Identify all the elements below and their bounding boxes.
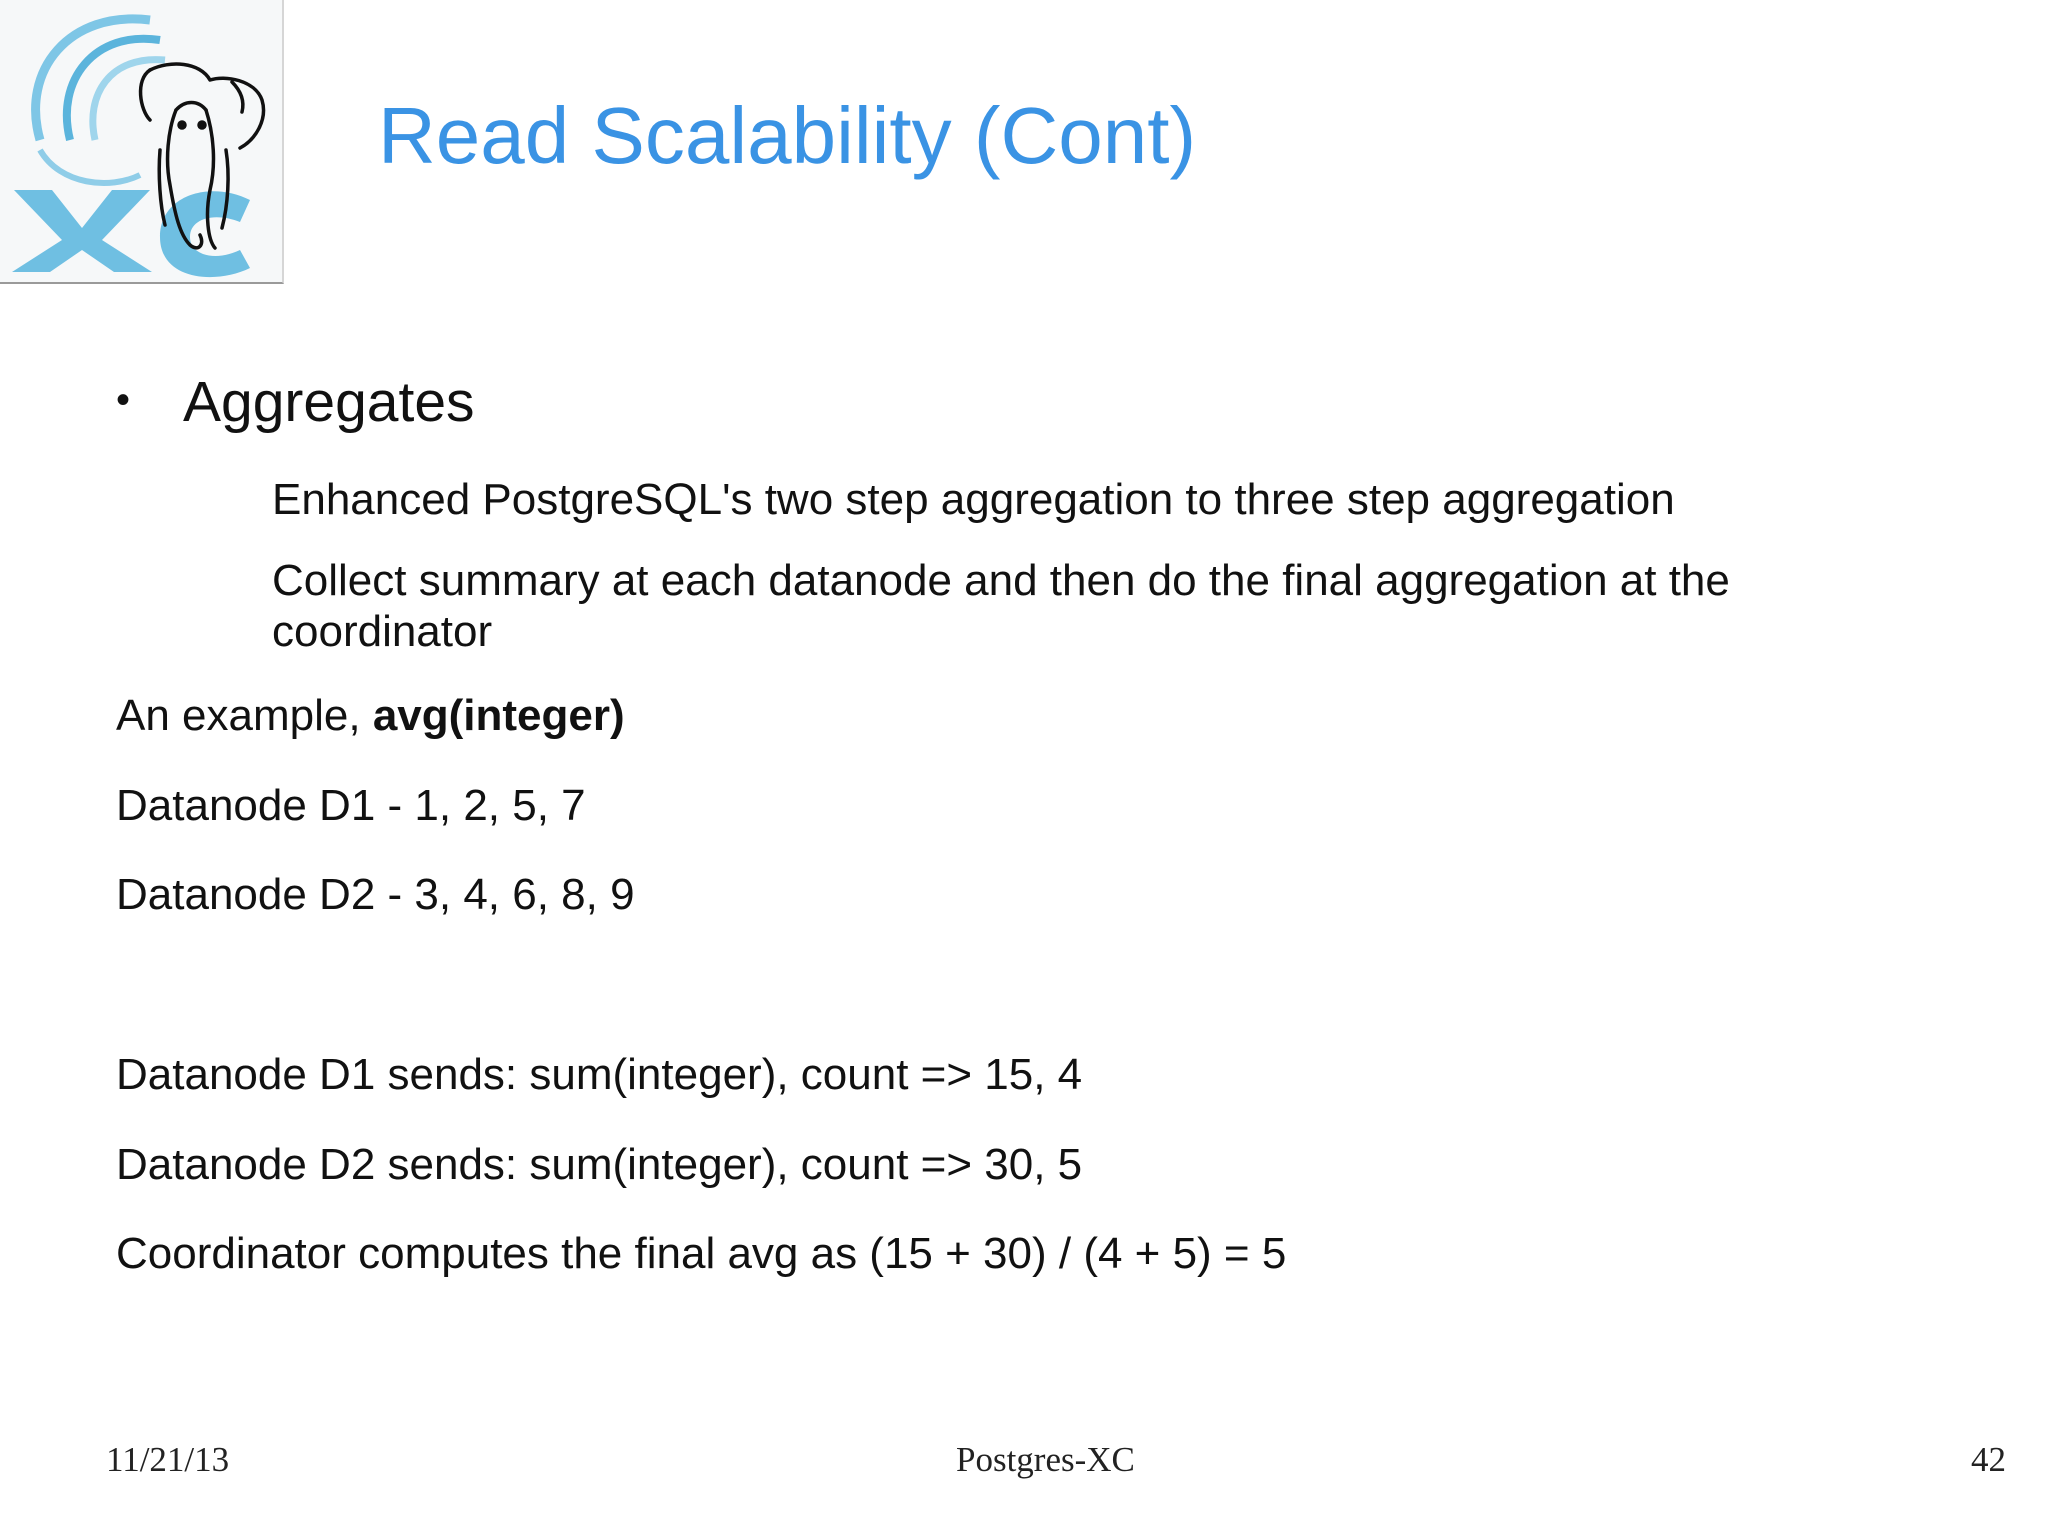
footer-date: 11/21/13 — [106, 1440, 230, 1479]
example-function: avg(integer) — [372, 691, 625, 740]
datanode-d2-values: Datanode D2 - 3, 4, 6, 8, 9 — [116, 870, 635, 919]
datanode-d1-sends: Datanode D1 sends: sum(integer), count => 15, 4 — [116, 1050, 1083, 1099]
slide-title: Read Scalability (Cont) — [378, 91, 1197, 180]
datanode-d1-values: Datanode D1 - 1, 2, 5, 7 — [116, 781, 586, 830]
example-line — [116, 690, 625, 742]
coordinator-computes: Coordinator computes the final avg as (15 + 30) / (4 + 5) = 5 — [116, 1229, 1287, 1278]
subpoint-collect-summary: Collect summary at each datanode and then do the final aggregation at the — [272, 556, 1730, 605]
postgres-xc-logo — [0, 0, 284, 284]
datanode-d2-sends: Datanode D2 sends: sum(integer), count => 30, 5 — [116, 1140, 1083, 1189]
elephant-logo-icon — [0, 0, 284, 284]
bullet-icon: • — [116, 378, 131, 422]
subpoint-enhanced-aggregation: Enhanced PostgreSQL's two step aggregation to three step aggregation — [272, 475, 1675, 524]
example-prefix: An example, — [116, 691, 373, 740]
footer-title: Postgres-XC — [956, 1440, 1135, 1479]
subpoint-collect-summary-cont: coordinator — [272, 607, 493, 656]
bullet-aggregates: Aggregates — [183, 370, 475, 434]
footer-page-number: 42 — [1971, 1440, 2006, 1479]
